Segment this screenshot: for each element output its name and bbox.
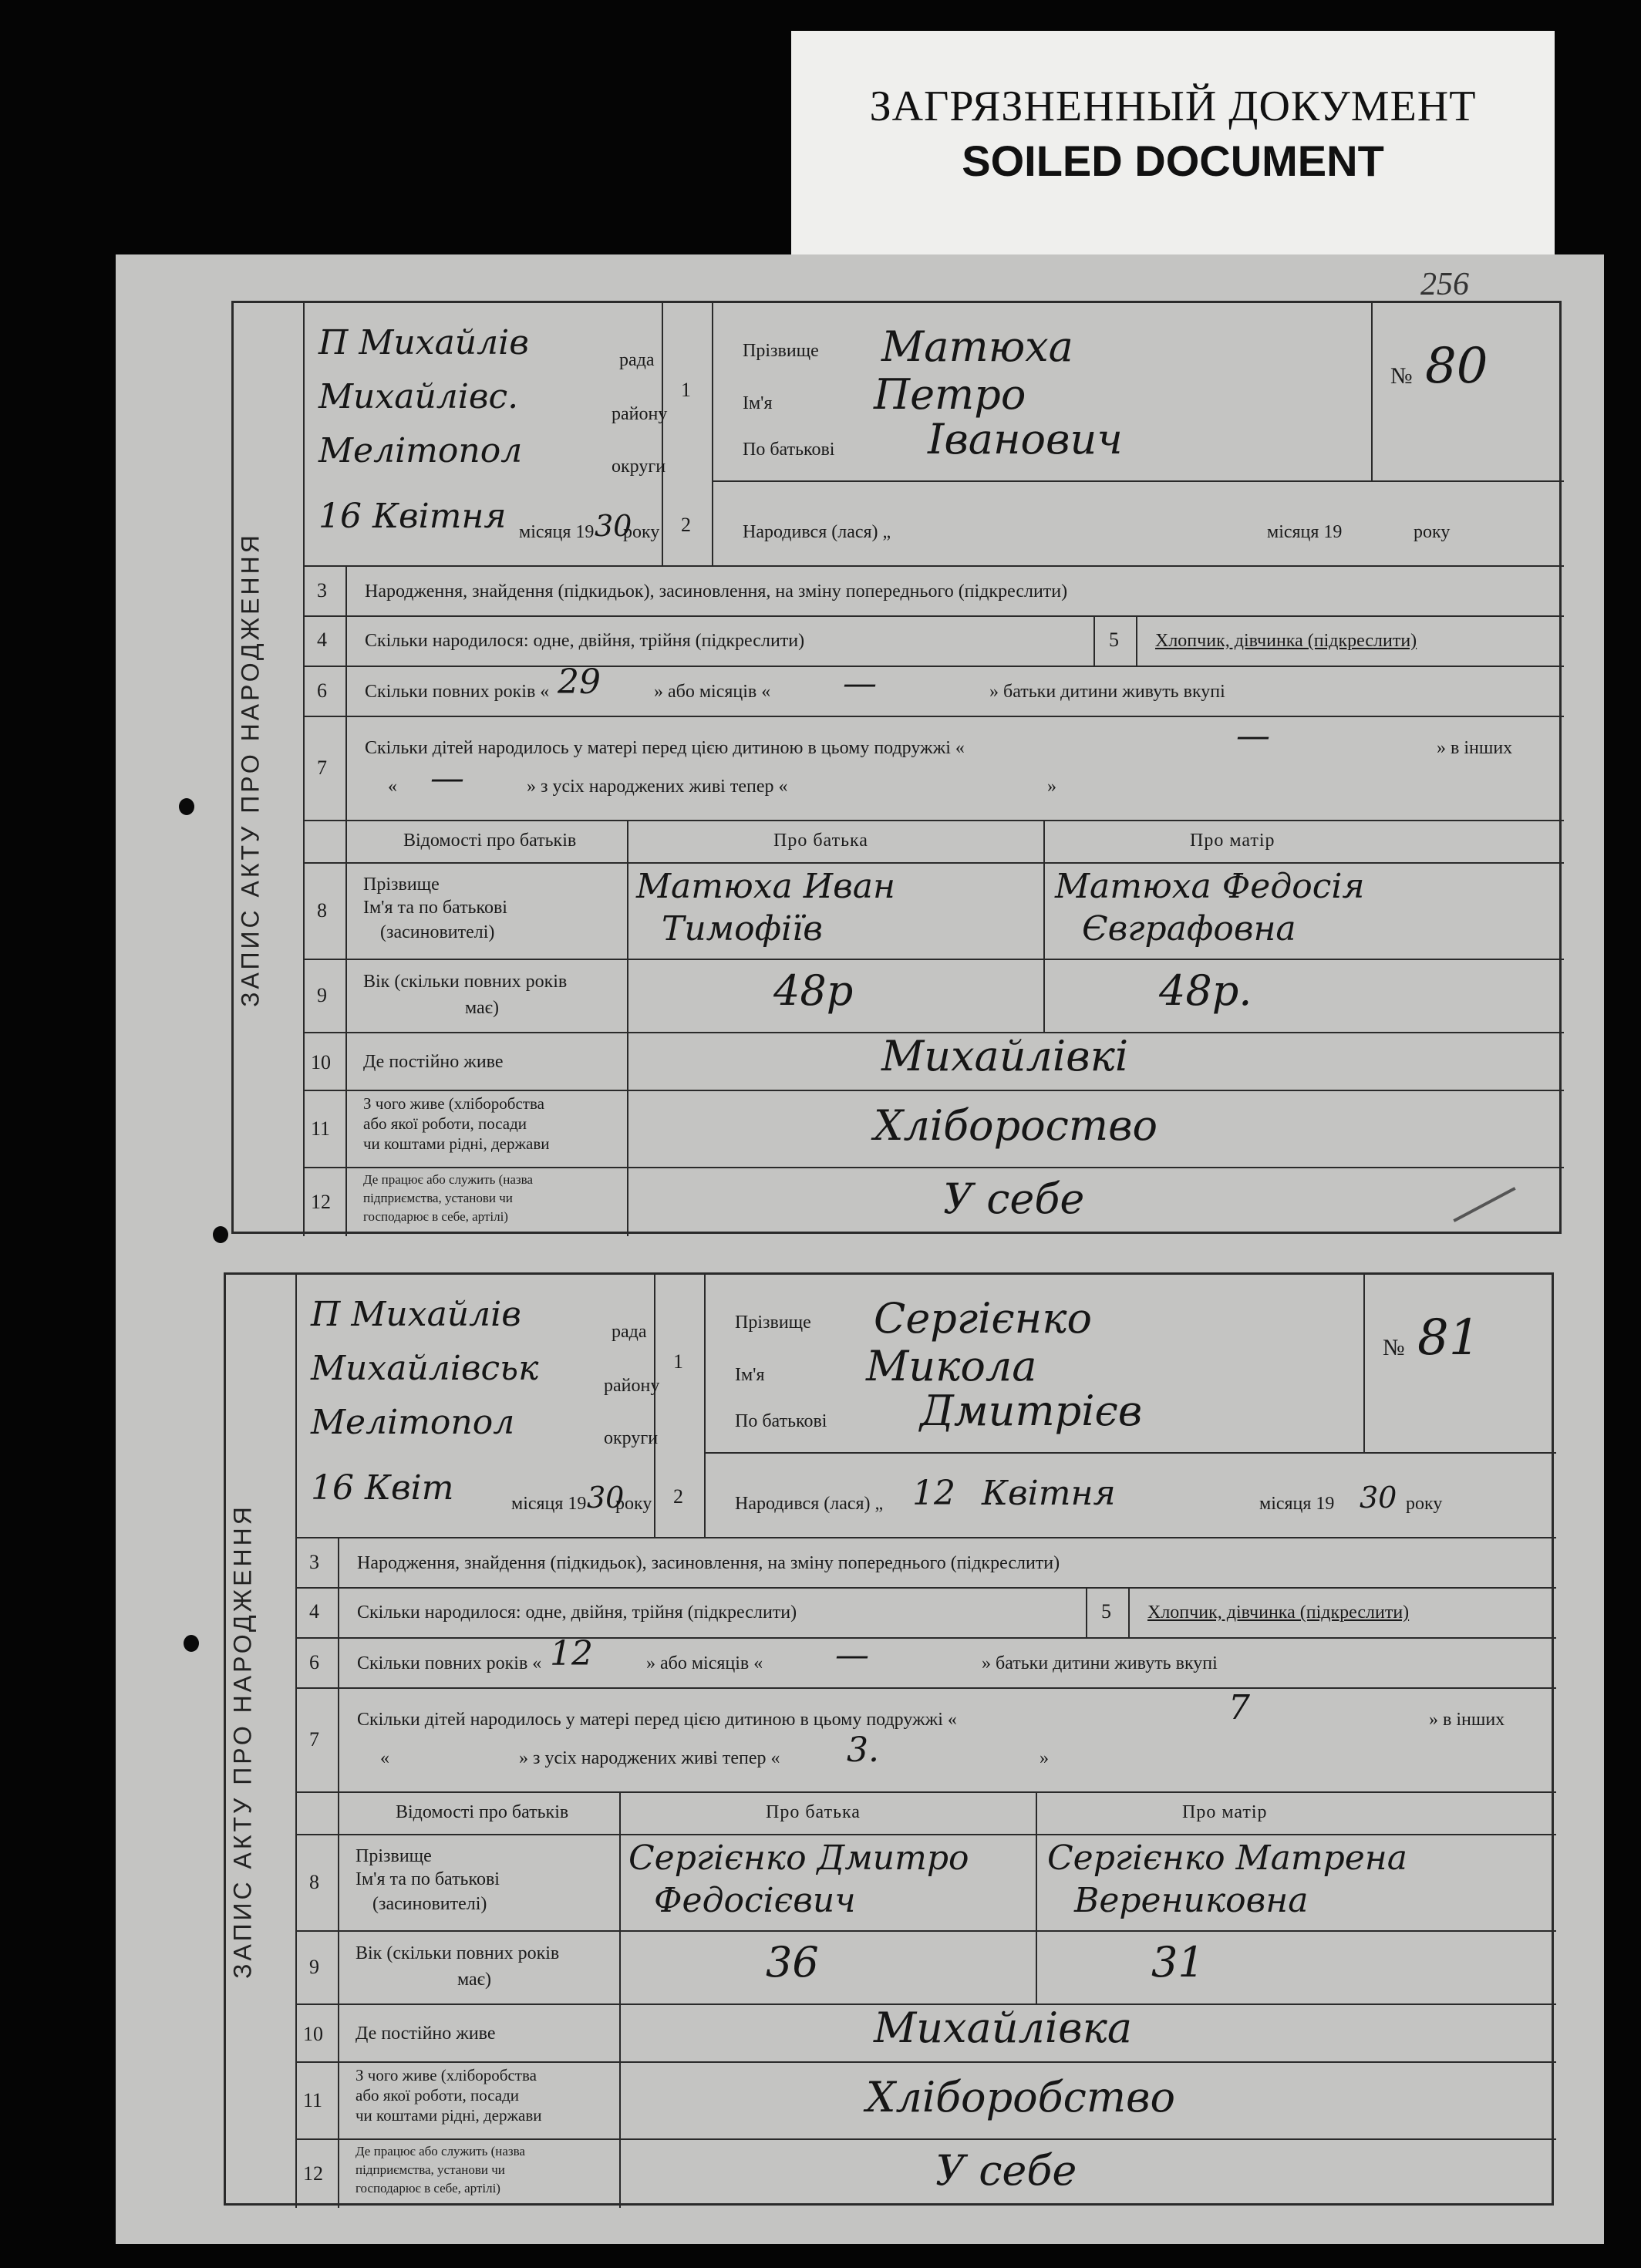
row-number-6: 6 (309, 1651, 319, 1673)
row10-label: Де постійно живе (355, 2024, 496, 2044)
row12-label-c: господарює в себе, артілі) (355, 2181, 500, 2196)
row11-label-c: чи коштами рідні, держави (355, 2106, 542, 2125)
value-reg-day: 16 Квітня (318, 497, 507, 536)
row6-text-b: » або місяців « (646, 1653, 763, 1673)
value-children-before: — (1236, 716, 1270, 756)
value-mother-name-1: Сергієнко Матрена (1047, 1838, 1407, 1878)
card-side-title: ЗАПИС АКТУ ПРО НАРОДЖЕННЯ (228, 1504, 257, 1979)
label-reg-year: року (615, 1494, 652, 1514)
value-mother-name-2: Верениковна (1074, 1881, 1309, 1920)
header-mother: Про матір (1190, 831, 1275, 851)
value-father-age: 48р (773, 966, 854, 1015)
row7-text-a: Скільки дітей народилось у матері перед цією дитиною в цьому подружжі « (365, 738, 965, 758)
row-number-3: 3 (317, 579, 327, 602)
label-name: Ім'я (743, 393, 773, 413)
row9-label-b: має) (465, 998, 499, 1018)
row4-text: Скільки народилося: одне, двійня, трійня (підкреслити) (357, 1602, 797, 1623)
value-children-before: 7 (1228, 1688, 1250, 1727)
header-mother: Про матір (1182, 1802, 1268, 1822)
value-patronymic: Іванович (928, 415, 1123, 463)
label-name: Ім'я (735, 1365, 765, 1385)
value-raion: Михайлівськ (311, 1349, 539, 1388)
row9-label-a: Вік (скільки повних років (363, 972, 568, 992)
value-workplace: У себе (943, 1174, 1085, 1223)
row11-label-b: або якої роботи, посади (355, 2086, 520, 2105)
punch-hole (184, 1635, 199, 1652)
label-born-month: місяця 19 (1259, 1494, 1335, 1514)
punch-hole (179, 798, 194, 815)
row-number-8: 8 (309, 1871, 319, 1893)
value-father-name-2: Тимофіїв (662, 909, 823, 949)
row-number-6: 6 (317, 679, 327, 702)
row7-text-d: » з усіх народжених живі тепер « (519, 1748, 780, 1768)
label-reg-month: місяця 19 (519, 522, 595, 542)
row-number-2: 2 (681, 514, 691, 536)
value-born-year: 30 (1360, 1481, 1397, 1515)
value-name: Микола (866, 1342, 1037, 1390)
header-father: Про батька (766, 1802, 861, 1822)
row11-label-a: З чого живе (хліборобства (363, 1094, 544, 1113)
value-name: Петро (874, 370, 1026, 419)
row8-label-b: Ім'я та по батькові (363, 898, 507, 918)
label-born-year: року (1414, 522, 1451, 542)
value-father-name-2: Федосієвич (654, 1881, 856, 1920)
value-children-other: — (430, 759, 464, 798)
row6-text-c: » батьки дитини живуть вкупі (982, 1653, 1218, 1673)
label-born: Народився (лася) „ (735, 1494, 884, 1514)
row-number-2: 2 (673, 1485, 683, 1508)
label-born-year: року (1406, 1494, 1443, 1514)
row-number-5: 5 (1101, 1600, 1111, 1623)
row5-text: Хлопчик, дівчинка (підкреслити) (1155, 631, 1417, 651)
value-residence: Михайлівкі (881, 1032, 1129, 1080)
value-rada: П Михайлів (311, 1295, 521, 1334)
row8-label-a: Прізвище (355, 1846, 432, 1866)
row7-text-d: » з усіх народжених живі тепер « (527, 777, 788, 797)
label-record-number: № (1390, 363, 1413, 389)
value-surname: Матюха (881, 322, 1073, 371)
value-born-day: 12 (912, 1474, 955, 1513)
value-reg-year: 30 (587, 1481, 625, 1515)
row-number-11: 11 (303, 2089, 323, 2111)
row-number-10: 10 (311, 1051, 331, 1073)
row12-label-c: господарює в себе, артілі) (363, 1209, 508, 1224)
row6-text-b: » або місяців « (654, 682, 771, 702)
value-record-number: 80 (1425, 338, 1488, 395)
value-rada: П Михайлів (318, 323, 529, 362)
value-surname: Сергієнко (874, 1294, 1092, 1343)
page-number: 256 (1420, 267, 1469, 302)
row7-text-e: » (1040, 1748, 1049, 1768)
row-number-12: 12 (311, 1191, 331, 1213)
value-patronymic: Дмитрієв (920, 1387, 1143, 1435)
row7-text-b: » в інших (1429, 1710, 1505, 1730)
row-number-10: 10 (303, 2023, 323, 2045)
value-children-alive: 3. (847, 1730, 879, 1770)
row-number-5: 5 (1109, 629, 1119, 651)
value-residence: Михайлівка (874, 2003, 1133, 2052)
row8-label-c: (засиновителі) (372, 1894, 487, 1914)
row7-text-c: « (388, 777, 397, 797)
value-months-together: — (835, 1636, 869, 1675)
card-side-title: ЗАПИС АКТУ ПРО НАРОДЖЕННЯ (236, 532, 265, 1007)
header-father: Про батька (773, 831, 868, 851)
stamp-russian-text: ЗАГРЯЗНЕННЫЙ ДОКУМЕНТ (869, 83, 1477, 130)
row9-label-b: має) (457, 1970, 491, 1990)
row3-text: Народження, знайдення (підкидьок), засиновлення, на зміну попереднього (підкреслити) (365, 581, 1068, 602)
label-okruh: округи (612, 457, 666, 477)
row9-label-a: Вік (скільки повних років (355, 1943, 560, 1963)
value-mother-age: 31 (1151, 1938, 1205, 1987)
value-father-name-1: Сергієнко Дмитро (628, 1838, 969, 1878)
value-reg-year: 30 (595, 509, 632, 543)
value-years-together: 12 (550, 1634, 593, 1673)
row11-label-b: або якої роботи, посади (363, 1114, 527, 1133)
row-number-3: 3 (309, 1551, 319, 1573)
value-record-number: 81 (1417, 1309, 1481, 1367)
row11-label-c: чи коштами рідні, держави (363, 1134, 550, 1153)
value-father-age: 36 (766, 1938, 819, 1987)
value-okruh: Мелітопол (311, 1403, 515, 1442)
birth-record-card (224, 1272, 1554, 2206)
value-mother-name-1: Матюха Федосія (1055, 867, 1365, 906)
value-months-together: — (843, 664, 877, 703)
row-number-9: 9 (309, 1956, 319, 1978)
label-raion: району (604, 1376, 660, 1396)
label-raion: району (612, 404, 668, 424)
row6-text-c: » батьки дитини живуть вкупі (989, 682, 1225, 702)
label-surname: Прізвище (735, 1313, 811, 1333)
row-number-9: 9 (317, 984, 327, 1006)
row12-label-b: підприємства, установи чи (363, 1191, 513, 1205)
row5-text: Хлопчик, дівчинка (підкреслити) (1147, 1602, 1410, 1623)
label-record-number: № (1383, 1335, 1405, 1360)
row12-label-a: Де працює або служить (назва (355, 2144, 525, 2158)
row-number-1: 1 (681, 379, 691, 401)
label-born-month: місяця 19 (1267, 522, 1343, 542)
value-born-month: Квітня (982, 1474, 1116, 1513)
header-parents: Відомості про батьків (396, 1802, 569, 1822)
value-occupation: Хліборобство (866, 2073, 1175, 2121)
row7-text-b: » в інших (1437, 738, 1513, 758)
value-reg-day: 16 Квіт (311, 1468, 454, 1508)
row10-label: Де постійно живе (363, 1052, 504, 1072)
row8-label-c: (засиновителі) (380, 922, 495, 942)
row8-label-b: Ім'я та по батькові (355, 1869, 500, 1889)
row4-text: Скільки народилося: одне, двійня, трійня (підкреслити) (365, 631, 805, 651)
birth-record-card (231, 301, 1562, 1234)
label-surname: Прізвище (743, 341, 819, 361)
label-rada: рада (612, 1322, 647, 1342)
value-okruh: Мелітопол (318, 431, 523, 470)
value-father-name-1: Матюха Иван (636, 867, 895, 906)
row-number-7: 7 (309, 1728, 319, 1751)
row-number-1: 1 (673, 1350, 683, 1373)
label-okruh: округи (604, 1428, 659, 1448)
value-years-together: 29 (558, 662, 601, 702)
row6-text-a: Скільки повних років « (365, 682, 550, 702)
row12-label-a: Де працює або служить (назва (363, 1172, 533, 1187)
header-parents: Відомості про батьків (403, 831, 577, 851)
stamp-english-text: SOILED DOCUMENT (962, 136, 1384, 185)
value-mother-name-2: Євграфовна (1082, 909, 1296, 949)
soiled-document-stamp (791, 31, 1555, 254)
label-reg-month: місяця 19 (511, 1494, 587, 1514)
row-number-8: 8 (317, 899, 327, 922)
value-workplace: У себе (935, 2146, 1077, 2195)
row-number-11: 11 (311, 1117, 331, 1140)
value-raion: Михайлівс. (318, 377, 519, 416)
value-occupation: Хлібороство (874, 1101, 1158, 1150)
row7-text-c: « (380, 1748, 389, 1768)
label-reg-year: року (623, 522, 660, 542)
row11-label-a: З чого живе (хліборобства (355, 2066, 537, 2084)
row8-label-a: Прізвище (363, 875, 440, 895)
row-number-12: 12 (303, 2162, 323, 2185)
label-patronymic: По батькові (743, 440, 835, 460)
row7-text-e: » (1047, 777, 1056, 797)
row-number-4: 4 (309, 1600, 319, 1623)
label-rada: рада (619, 350, 655, 370)
row6-text-a: Скільки повних років « (357, 1653, 542, 1673)
label-born: Народився (лася) „ (743, 522, 891, 542)
value-mother-age: 48р. (1159, 966, 1252, 1015)
row-number-7: 7 (317, 757, 327, 779)
label-patronymic: По батькові (735, 1411, 827, 1431)
row12-label-b: підприємства, установи чи (355, 2162, 505, 2177)
row-number-4: 4 (317, 629, 327, 651)
row3-text: Народження, знайдення (підкидьок), засиновлення, на зміну попереднього (підкреслити) (357, 1553, 1060, 1573)
row7-text-a: Скільки дітей народилось у матері перед цією дитиною в цьому подружжі « (357, 1710, 957, 1730)
punch-hole (213, 1226, 228, 1243)
